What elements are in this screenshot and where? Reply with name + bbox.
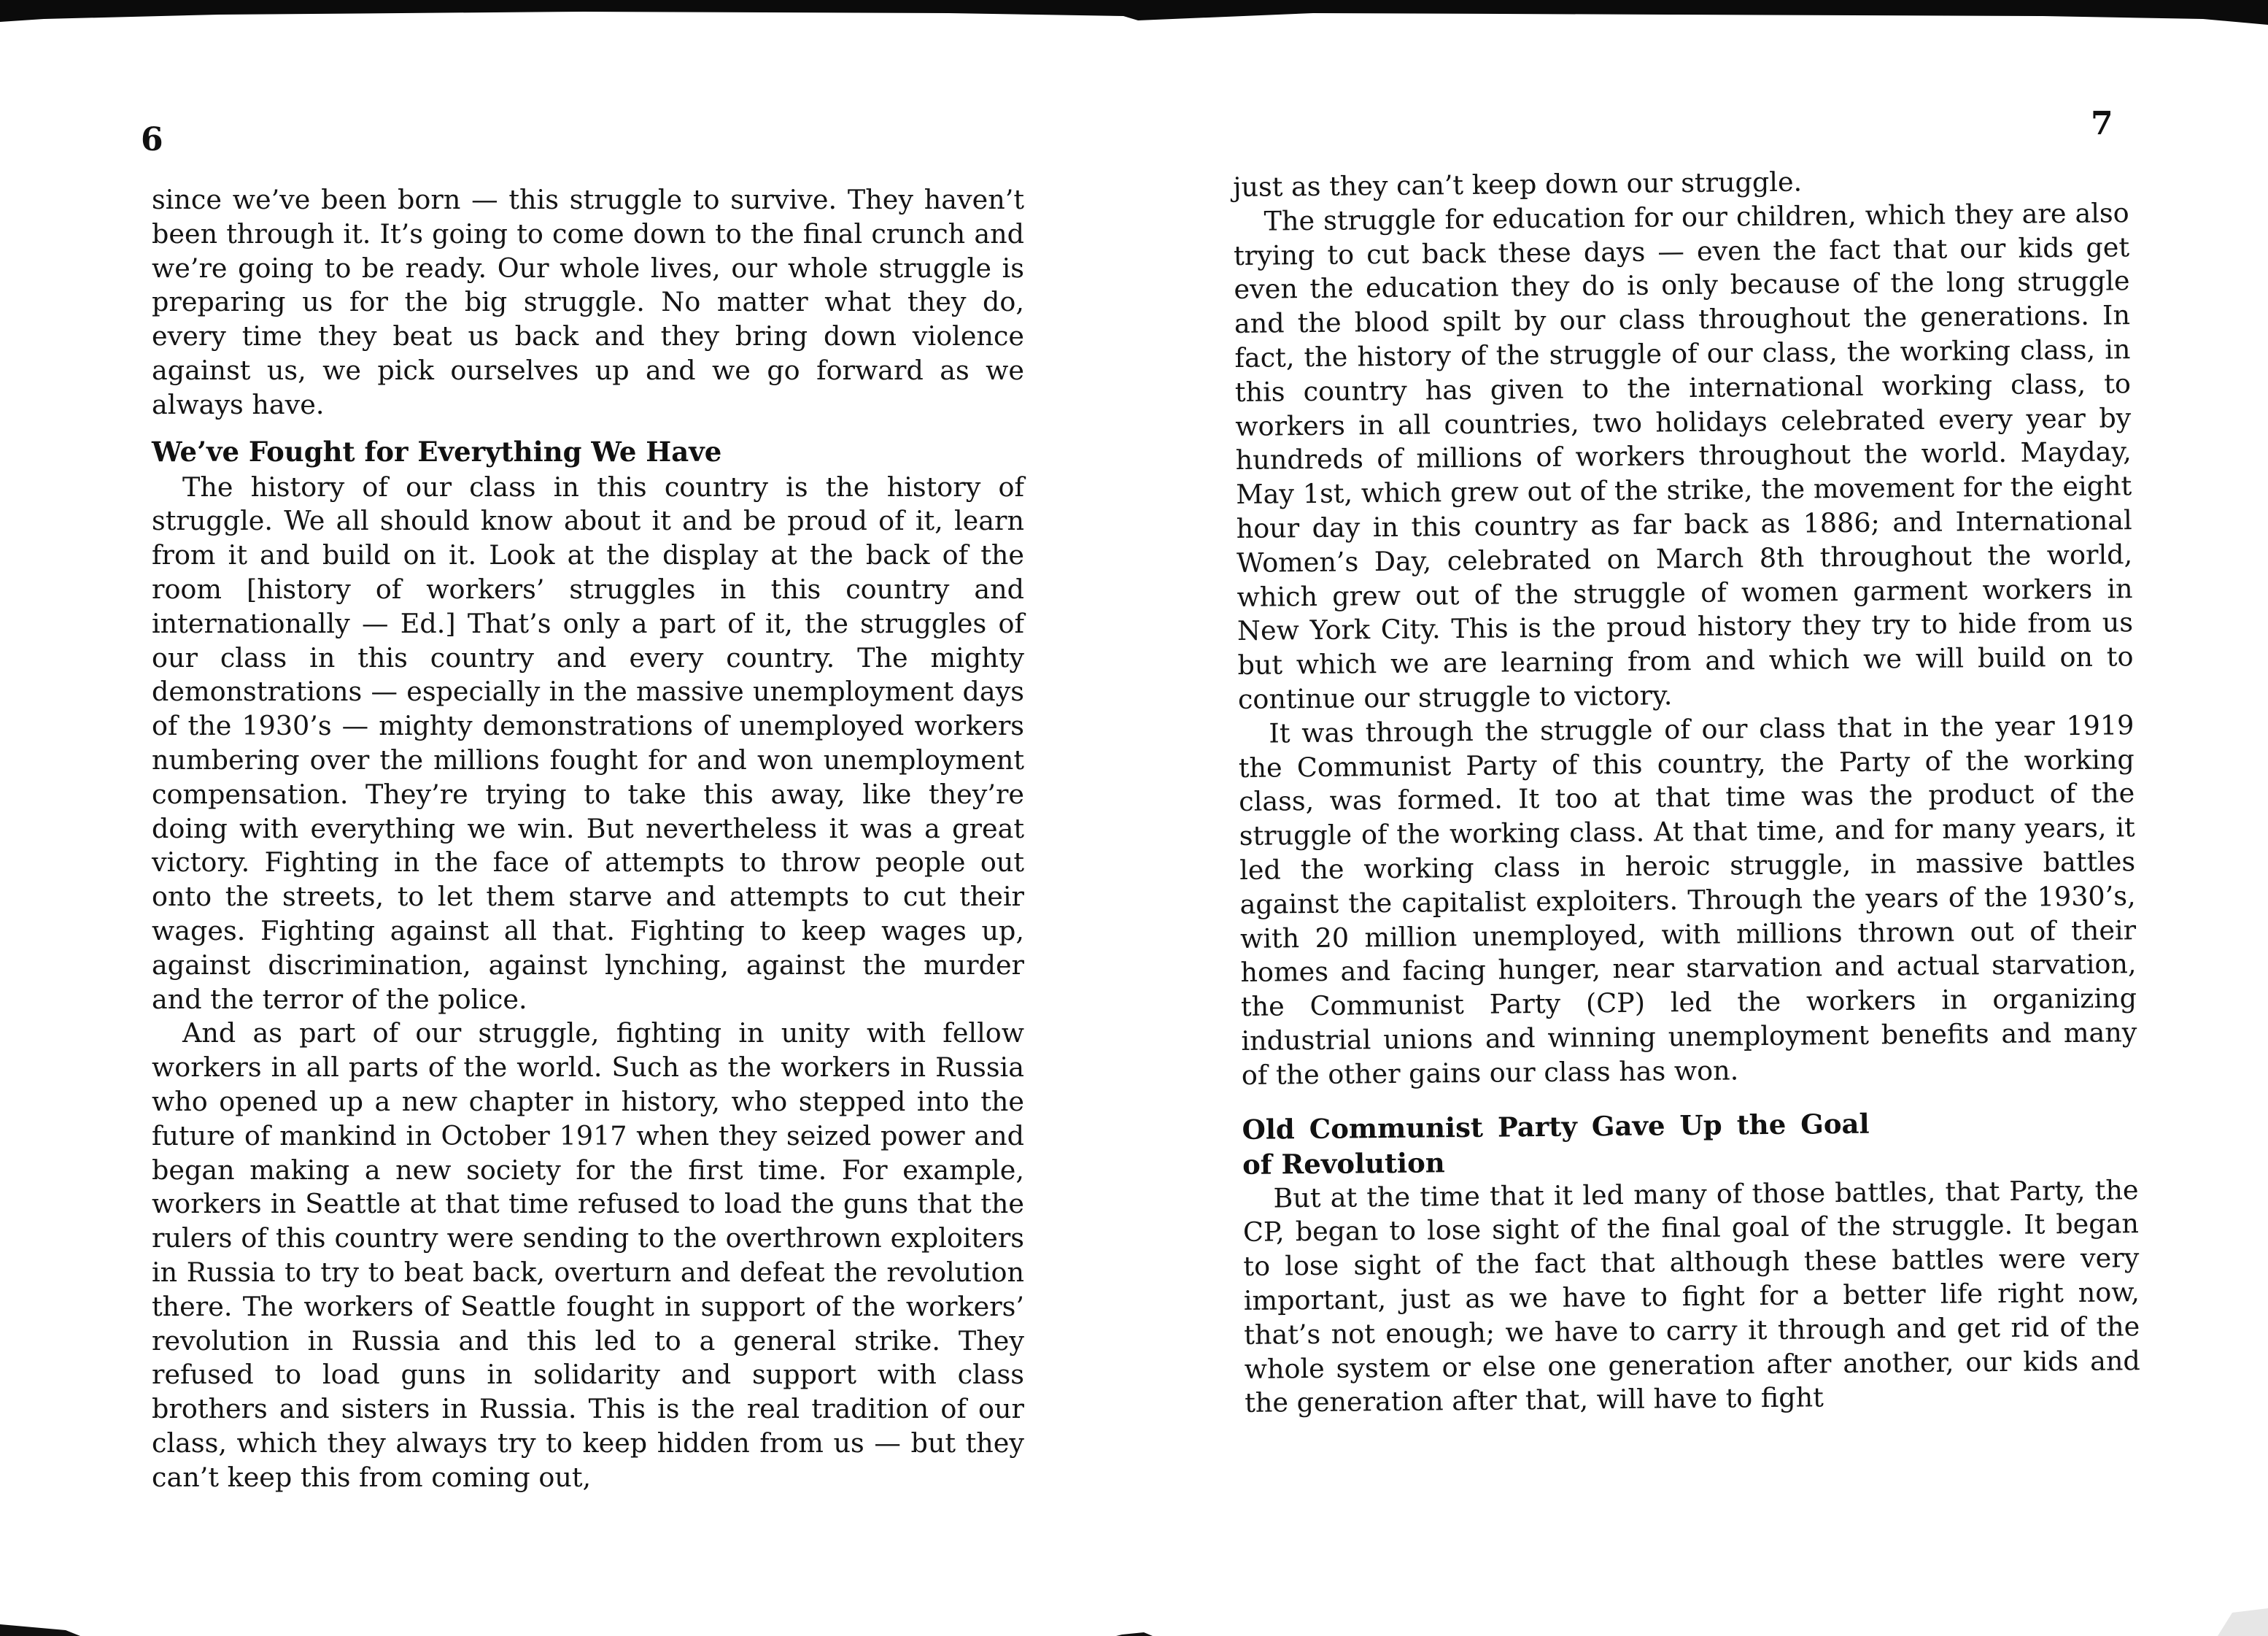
page-number-right: 7 [2091,105,2113,142]
paragraph: The struggle for education for our children, which they are also trying to cut back these days — even the fact that our kids get even the education they do is only because of the long struggle and the blood spilt by our class throughout the generations. In fact, the history of the struggle of our class, the working class, in this country has given to the international working class, to workers in all countries, two holidays celebrated every year by hundreds of millions of workers throughout the world. Mayday, May 1st, which grew out of the strike, the movement for the eight hour day in this country as far back as 1886; and International Women’s Day, celebrated on March 8th throughout the world, which grew out of the struggle of women garment workers in New York City. This is the proud history they try to hide from us but which we are learning from and which we will build on to continue our struggle to victory. [1233,197,2134,715]
page-number-left: 6 [141,121,163,158]
paragraph: The history of our class in this country is the history of struggle. We all should know about it and be proud of it, learn from it and build on it. Look at the display at the back of the room [history of workers’ struggles in this country and internationally — Ed.] That’s only a part of it, the struggles of our class in this country and every country. The mighty demonstrations — especially in the massive unemployment days of the 1930’s — mighty demonstrations of unemployed workers numbering over the millions fought for and won unemployment compensation. They’re trying to take this away, like they’re doing with everything we win. But nevertheless it was a great victory. Fighting in the face of attempts to throw people out onto the streets, to let them starve and attempts to cut their wages. Fighting against all that. Fighting to keep wages up, against discrimination, against lynching, against the murder and the terror of the police. [152,471,1024,1015]
scan-edge-top [0,0,2268,29]
paragraph: And as part of our struggle, fighting in unity with fellow workers in all parts of the world. Such as the workers in Russia who opened up a new chapter in history, who stepped into the future of mankind in October 1917 when they seized power and began making a new society for the first time. For example, workers in Seattle at that time refused to load the guns that the rulers of this country were sending to the overthrown exploiters in Russia to try to beat back, overturn and defeat the revolution there. The workers of Seattle fought in support of the workers’ revolution in Russia and this led to a general strike. They refused to load guns in solidarity and support with class brothers and sisters in Russia. This is the real tradition of our class, which they always try to keep hidden from us — but they can’t keep this from coming out, [152,1017,1024,1493]
right-page-column [1233,162,2140,1421]
paragraph: just as they can’t keep down our struggle. [1233,166,1803,203]
paragraph: since we’ve been born — this struggle to survive. They haven’t been through it. It’s going to come down to the final crunch and we’re going to be ready. Our whole lives, our whole struggle is preparing us for the big struggle. No matter what they do, every time they beat us back and they bring down violence against us, we pick ourselves up and we go forward as we always have. [152,184,1024,420]
section-heading: We’ve Fought for Everything We Have [152,435,722,468]
left-page-column [152,183,1024,1494]
scan-edge-bottom [0,1605,2268,1636]
section-heading: Old Communist Party Gave Up the Goal of Revolution [1242,1107,1870,1181]
paragraph: It was through the struggle of our class that in the year 1919 the Communist Party of this country, the Party of the working class, was formed. It too at that time was the product of the struggle of the working class. At that time, and for many years, it led the working class in heroic struggle, in massive battles against the capitalist exploiters. Through the years of the 1930’s, with 20 million unemployed, with millions thrown out of their homes and facing hunger, near starvation and actual starvation, the Communist Party (CP) led the workers in organizing industrial unions and winning unemployment benefits and many of the other gains our class has won. [1238,709,2137,1091]
paragraph: But at the time that it led many of those battles, that Party, the CP, began to lose sight of the final goal of the struggle. It began to lose sight of the fact that although these battles were very important, just as we have to fight for a better life right now, that’s not enough; we have to carry it through and get rid of the whole system or else one generation after another, our kids and the generation after that, will have to fight [1242,1173,2140,1419]
